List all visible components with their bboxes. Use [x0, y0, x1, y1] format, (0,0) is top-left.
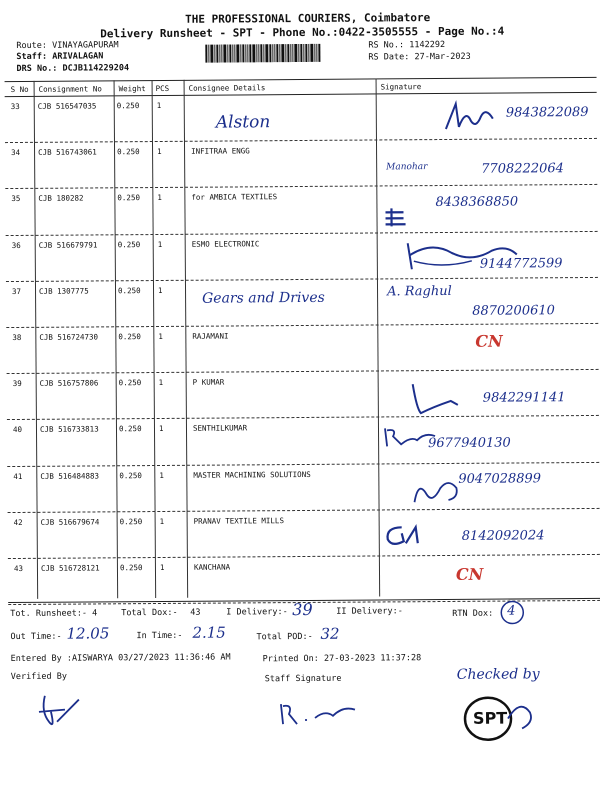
row-consignment: CJB 516728121	[40, 563, 100, 573]
rtn-dox-label: RTN Dox:	[452, 608, 494, 619]
row-weight: 0.250	[119, 516, 143, 527]
printed-on: Printed On: 27-03-2023 11:37:28	[262, 653, 422, 665]
row-pcs: 1	[158, 378, 164, 388]
entered-by: Entered By :AISWARYA 03/27/2023 11:36:46 AM	[10, 652, 231, 665]
row-sno: 33	[10, 101, 20, 112]
route-label: Route: VINAYAGAPURAM	[16, 40, 119, 51]
row-divider	[7, 369, 599, 374]
signature-scribble	[381, 204, 441, 229]
company-title: THE PROFESSIONAL COURIERS, Coimbatore	[185, 11, 431, 26]
row-sno: 38	[12, 332, 22, 343]
row-consignee: KANCHANA	[193, 562, 231, 572]
row-consignee: MASTER MACHINING SOLUTIONS	[193, 469, 311, 480]
row-weight: 0.250	[119, 563, 143, 573]
signature-note: A. Raghul	[386, 283, 452, 300]
row-pcs: 1	[159, 562, 165, 572]
row-divider	[7, 415, 599, 420]
row-divider	[6, 231, 598, 236]
signature-phone: 8142092024	[461, 528, 545, 544]
row-sno: 42	[13, 517, 23, 527]
row-consignment: CJB 516547035	[37, 101, 97, 111]
runsheet-subtitle: Delivery Runsheet - SPT - Phone No.:0422-3505555 - Page No.:4	[100, 24, 505, 41]
col-divider	[184, 80, 189, 598]
row-pcs: 1	[156, 100, 162, 111]
row-consignee: ESMO ELECTRONIC	[191, 238, 260, 249]
row-sno: 39	[12, 379, 22, 389]
row-weight: 0.250	[118, 332, 141, 342]
row-consignee: PRANAV TEXTILE MILLS	[193, 515, 284, 526]
signature-scribble	[403, 379, 463, 419]
col-divider	[34, 81, 39, 599]
signature-phone: 9677940130	[428, 435, 511, 452]
row-consignment: CJB 516484883	[40, 471, 100, 481]
staff-signature	[275, 700, 360, 731]
row-consignment: CJB 516679791	[38, 240, 98, 250]
row-weight: 0.250	[119, 470, 142, 480]
row-sno: 40	[12, 425, 23, 435]
handwritten-consignee: Gears and Drives	[202, 289, 325, 307]
row-weight: 0.250	[118, 378, 142, 388]
signature-phone: 7708222064	[481, 161, 564, 177]
staff-signature-label: Staff Signature	[264, 673, 342, 685]
signature-scribble	[381, 424, 441, 449]
signature-note: CN	[475, 331, 503, 351]
total-pod-label: Total POD:-	[256, 631, 313, 643]
row-divider	[5, 138, 597, 143]
col-divider	[376, 78, 381, 596]
total-dox-value: 43	[190, 607, 201, 618]
row-weight: 0.250	[118, 424, 142, 434]
i-delivery-label: I Delivery:-	[226, 607, 288, 618]
row-sno: 41	[13, 471, 23, 481]
row-divider	[8, 508, 600, 513]
row-pcs: 1	[157, 193, 162, 203]
barcode	[205, 44, 355, 63]
row-consignee: for AMBICA TEXTILES	[191, 192, 278, 203]
row-weight: 0.250	[117, 147, 140, 157]
signature-scribble	[441, 99, 501, 139]
total-pod-value: 32	[320, 624, 340, 643]
in-time-value: 2.15	[192, 623, 226, 642]
signature-phone: 8438368850	[435, 194, 519, 211]
signature-phone: 9842291141	[482, 390, 566, 406]
row-consignment: CJB 516757806	[39, 378, 99, 389]
ii-delivery-label: II Delivery:-	[336, 606, 403, 617]
row-sno: 43	[13, 563, 24, 574]
row-sno: 36	[11, 240, 21, 250]
col-consignee: Consignee Details	[188, 83, 266, 93]
handwritten-consignee: Alston	[215, 112, 271, 133]
row-sno: 34	[11, 148, 21, 158]
row-pcs: 1	[158, 331, 163, 341]
signature-scribble	[408, 474, 463, 509]
row-sno: 37	[11, 286, 22, 296]
row-pcs: 1	[157, 285, 163, 295]
signature-scribble	[402, 238, 522, 271]
row-consignment: CJB 516733813	[39, 424, 99, 435]
row-consignment: CJB 180282	[38, 193, 84, 204]
row-weight: 0.250	[117, 193, 140, 203]
signature-note: Manohar	[386, 162, 428, 173]
row-divider	[7, 462, 599, 467]
row-pcs: 1	[157, 147, 162, 157]
row-consignee: P KUMAR	[192, 377, 225, 387]
rtn-dox-value: 4	[507, 603, 516, 619]
row-pcs: 1	[157, 239, 163, 249]
row-consignee: RAJAMANI	[192, 331, 229, 341]
tot-runsheet: Tot. Runsheet:- 4	[10, 608, 98, 620]
rs-date: RS Date: 27-Mar-2023	[368, 51, 471, 63]
row-weight: 0.250	[117, 285, 141, 296]
signature-phone: 9843822089	[505, 104, 589, 121]
signature-phone: 9047028899	[458, 470, 542, 487]
spt-stamp-text: SPT	[472, 708, 508, 728]
row-consignment: CJB 516679674	[40, 517, 100, 527]
row-pcs: 1	[159, 516, 165, 526]
out-time-label: Out Time:-	[10, 631, 62, 643]
staff-label: Staff: ARIVALAGAN	[16, 51, 104, 62]
verified-by-label: Verified By	[10, 671, 68, 683]
total-dox-label: Total Dox:-	[121, 607, 178, 619]
out-time-value: 12.05	[66, 624, 110, 643]
row-consignee: INFITRAA ENGG	[191, 146, 250, 156]
row-divider	[5, 184, 597, 189]
signature-phone: 8870200610	[472, 303, 555, 319]
row-consignment: CJB 1307775	[38, 286, 89, 296]
drs-number: DRS No.: DCJB114229204	[16, 63, 130, 74]
row-pcs: 1	[159, 470, 164, 480]
col-weight: Weight	[118, 84, 146, 94]
checked-by: Checked by	[456, 666, 540, 683]
row-sno: 35	[11, 194, 21, 204]
col-pcs: PCS	[155, 83, 170, 94]
in-time-label: In Time:-	[136, 630, 183, 642]
header-rule-top	[5, 77, 597, 82]
signature-scribble	[382, 521, 422, 551]
verifier-signature	[35, 692, 85, 732]
rs-number: RS No.: 1142292	[368, 39, 446, 51]
i-delivery-value: 39	[292, 599, 313, 620]
col-consignment: Consignment No	[38, 84, 102, 94]
row-divider	[6, 277, 598, 282]
col-sno: S No	[10, 84, 29, 95]
col-divider	[152, 80, 157, 598]
row-weight: 0.250	[117, 239, 141, 249]
row-divider	[8, 554, 600, 559]
row-consignee: SENTHILKUMAR	[192, 423, 248, 434]
row-weight: 0.250	[116, 101, 140, 111]
row-consignment: CJB 516743061	[38, 147, 97, 158]
signature-phone: 9144772599	[479, 255, 563, 272]
row-divider	[6, 323, 598, 328]
row-pcs: 1	[158, 424, 164, 434]
col-signature: Signature	[380, 82, 422, 92]
signature-note: CN	[455, 564, 484, 584]
row-consignment: CJB 516724730	[39, 332, 99, 342]
